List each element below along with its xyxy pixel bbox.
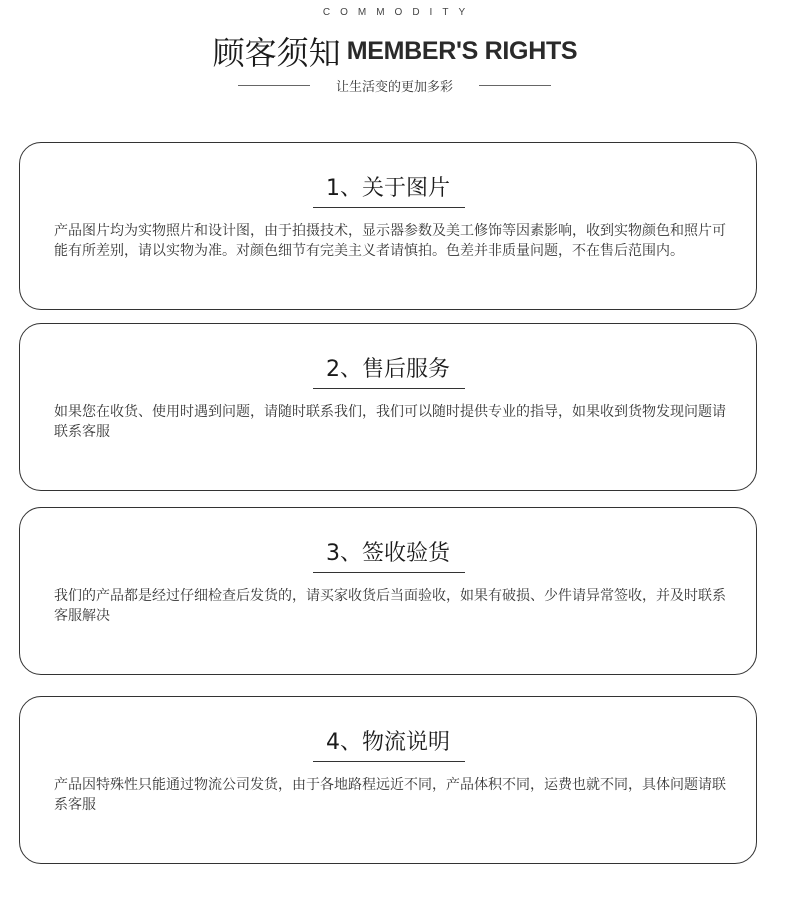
kicker-text: COMMODITY	[322, 7, 476, 18]
section-title: 1、关于图片	[326, 176, 450, 201]
section-body: 我们的产品都是经过仔细检查后发货的，请买家收货后当面验收，如果有破损、少件请异常签收，并及时联系客服解决	[54, 588, 726, 624]
page-header	[0, 0, 790, 110]
subtitle-divider-left	[238, 85, 310, 86]
subtitle-divider-right	[479, 85, 551, 86]
section-title-underline	[313, 388, 465, 389]
section-title: 3、签收验货	[326, 541, 450, 566]
subtitle-text: 让生活变的更加多彩	[335, 80, 453, 95]
section-title-underline	[313, 761, 465, 762]
section-title: 4、物流说明	[326, 730, 450, 755]
page-title	[0, 28, 790, 74]
section-card-inspection	[19, 507, 757, 675]
section-card-after-sales	[19, 323, 757, 491]
title-chinese: 顾客须知	[212, 34, 341, 72]
section-title-underline	[313, 207, 465, 208]
section-title-underline	[313, 572, 465, 573]
section-body: 如果您在收货、使用时遇到问题，请随时联系我们，我们可以随时提供专业的指导，如果收到货物发现问题请联系客服	[54, 404, 726, 440]
subtitle-row	[0, 76, 790, 96]
section-card-pictures	[19, 142, 757, 310]
section-body: 产品图片均为实物照片和设计图，由于拍摄技术，显示器参数及美工修饰等因素影响，收到实物颜色和照片可能有所差别，请以实物为准。对颜色细节有完美主义者请慎拍。色差并非质量问题，不在售后范围内。	[54, 223, 726, 259]
section-body: 产品因特殊性只能通过物流公司发货，由于各地路程远近不同，产品体积不同，运费也就不同，具体问题请联系客服	[54, 777, 726, 813]
title-english: MEMBER'S RIGHTS	[346, 36, 578, 65]
section-title: 2、售后服务	[326, 357, 450, 382]
section-card-logistics	[19, 696, 757, 864]
